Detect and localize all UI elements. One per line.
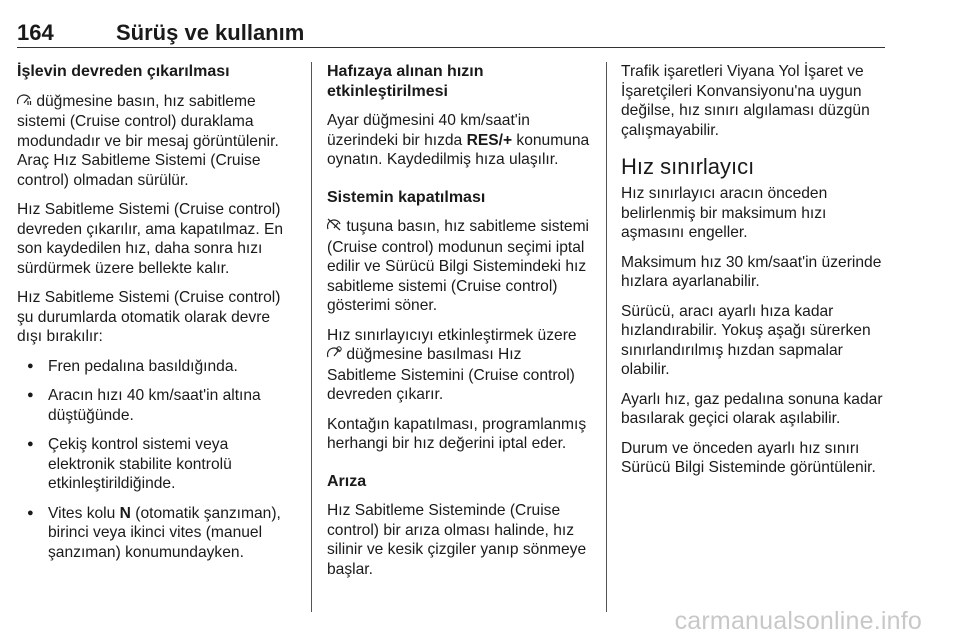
cruise-off-icon xyxy=(327,218,342,238)
paragraph xyxy=(327,326,595,405)
bullet-list xyxy=(17,357,297,563)
paragraph: Ayarlı hız, gaz pedalına sonuna kadar basılarak geçici olarak aşılabilir. xyxy=(621,390,883,427)
list-item: ● Fren pedalına basıldığında. xyxy=(17,357,297,377)
section-heading-speed-limiter: Hız sınırlayıcı xyxy=(621,154,755,179)
paragraph: Hız Sabitleme Sistemi (Cruise control) devreden çıkarılır, ama kapatılmaz. En son kaydedilen hız, daha sonra hızı sürdürmek üzere bellekte kalır. xyxy=(17,201,284,277)
paragraph-text: Ayar düğmesini 40 km/saat'in üzerindeki bir hızda xyxy=(327,112,530,149)
section-heading-deactivation: İşlevin devreden çıkarılması xyxy=(17,63,230,80)
list-item xyxy=(17,504,297,563)
list-item-text: Vites kolu xyxy=(48,504,120,522)
paragraph: Maksimum hız 30 km/saat'in üzerinde hızlara ayarlanabilir. xyxy=(621,253,882,290)
paragraph: Hız Sabitleme Sisteminde (Cruise control) bir arıza olması halinde, hız silinir ve kesik çizgiler yanıp sönmeye başlar. xyxy=(327,502,587,578)
page-header xyxy=(17,14,885,50)
column-divider-1 xyxy=(311,62,312,612)
paragraph: Durum ve önceden ayarlı hız sınırı Sürücü Bilgi Sisteminde görüntülenir. xyxy=(621,439,876,476)
column-divider-2 xyxy=(606,62,607,612)
section-heading-fault: Arıza xyxy=(327,472,367,490)
paragraph-text: düğmesine basılması Hız Sabitleme Sistemini (Cruise control) devreden çıkarır. xyxy=(327,346,575,403)
paragraph: Hız sınırlayıcı aracın önceden belirlenmiş bir maksimum hızı aşmasını engeller. xyxy=(621,185,828,241)
paragraph-text: konumuna oynatın. Kaydedilmiş hıza ulaşılır. xyxy=(327,131,590,168)
paragraph-text: tuşuna basın, hız sabitleme sistemi (Cruise control) modunun seçimi iptal edilir ve Sürücü Bilgi Sistemindeki hız sabitleme sistemi (Cruise control) gösterimi söner. xyxy=(327,218,590,314)
page-number: 164 xyxy=(17,20,54,45)
watermark: carmanualsonline.info xyxy=(674,607,922,635)
paragraph xyxy=(327,111,595,170)
column-1 xyxy=(17,62,297,572)
chapter-title: Sürüş ve kullanım xyxy=(116,20,305,45)
section-heading-resume: Hafızaya alınan hızın etkinleştirilmesi xyxy=(327,63,484,100)
column-3 xyxy=(621,62,891,488)
column-2 xyxy=(327,62,595,589)
res-button-label: RES/+ xyxy=(466,131,513,149)
paragraph xyxy=(327,217,595,316)
list-item-text: (otomatik şanzıman), birinci veya ikinci vites (manuel şanzıman) konumundayken. xyxy=(48,504,281,561)
paragraph: Sürücü, aracı ayarlı hıza kadar hızlandırabilir. Yokuş aşağı sürerken sınırlandırılmış hızdan sapmalar olabilir. xyxy=(621,302,871,378)
gear-position-label: N xyxy=(119,504,131,522)
paragraph-text: düğmesine basın, hız sabitleme sistemi (Cruise control) duraklama modundadır ve bir mesaj görüntülenir. Araç Hız Sabitleme Sistemi (Cruise control) olmadan sürülür. xyxy=(17,92,279,189)
header-rule xyxy=(17,47,885,48)
cruise-pause-icon xyxy=(17,93,32,113)
speed-limiter-icon xyxy=(327,346,342,366)
paragraph: Trafik işaretleri Viyana Yol İşaret ve İşaretçileri Konvansiyonu'na uygun değilse, hız sınırı algılaması düzgün çalışmayabilir. xyxy=(621,63,870,139)
list-item: ● Çekiş kontrol sistemi veya elektronik stabilite kontrolü etkinleştirildiğinde. xyxy=(17,435,297,494)
paragraph xyxy=(17,92,297,191)
list-item: ● Aracın hızı 40 km/saat'in altına düştüğünde. xyxy=(17,386,297,425)
section-heading-switch-off: Sistemin kapatılması xyxy=(327,188,486,206)
paragraph-text: Hız sınırlayıcıyı etkinleştirmek üzere xyxy=(327,326,577,344)
paragraph: Hız Sabitleme Sistemi (Cruise control) şu durumlarda otomatik olarak devre dışı bırakılır: xyxy=(17,289,281,345)
paragraph: Kontağın kapatılması, programlanmış herhangi bir hız değerini iptal eder. xyxy=(327,415,587,452)
